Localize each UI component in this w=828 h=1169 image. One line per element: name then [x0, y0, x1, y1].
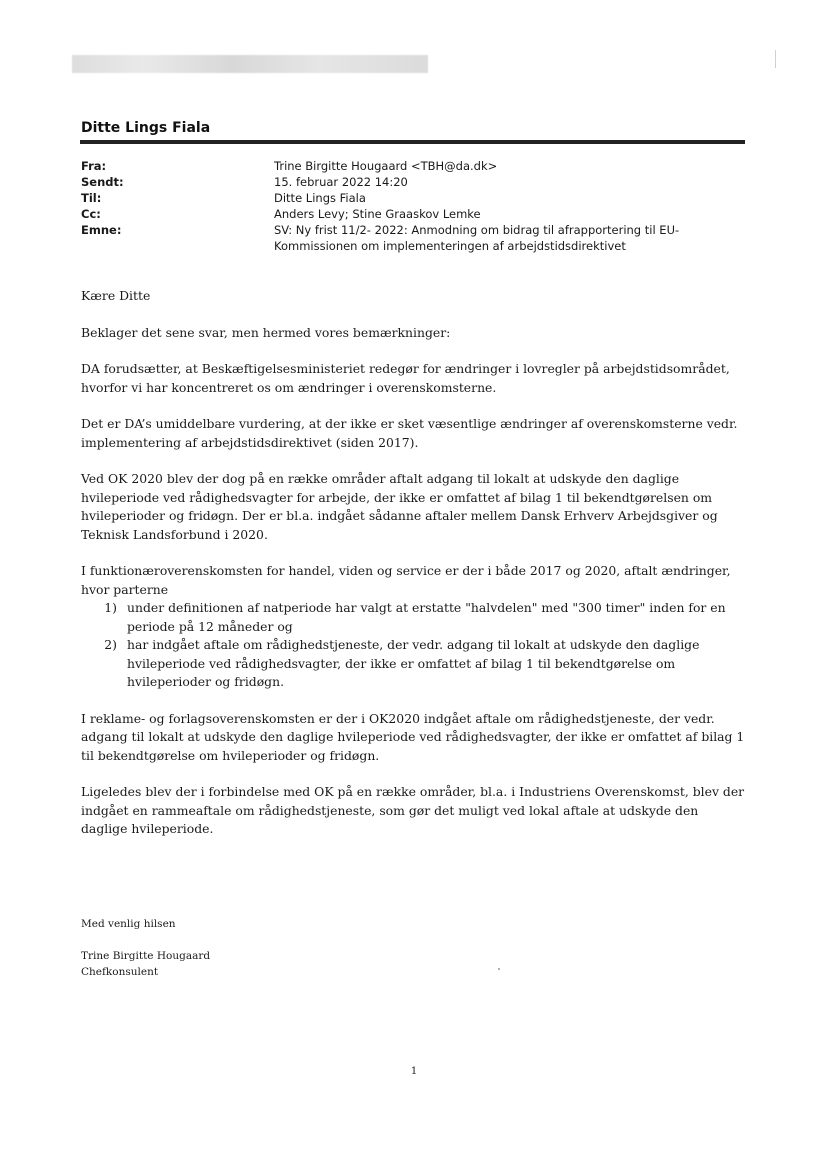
- meta-label-from: Fra:: [81, 159, 107, 173]
- mailbox-owner-name: Ditte Lings Fiala: [81, 120, 211, 136]
- meta-row-sent: [81, 174, 745, 190]
- list-item-number: 2): [104, 637, 117, 652]
- meta-value-cc: Anders Levy; Stine Graaskov Lemke: [274, 207, 481, 221]
- email-metadata: [81, 158, 745, 254]
- header-divider: [80, 140, 745, 144]
- meta-value-sent: 15. februar 2022 14:20: [274, 175, 408, 189]
- page-number: 1: [410, 1066, 418, 1077]
- email-closing: [81, 916, 210, 980]
- closing-greeting: Med venlig hilsen: [81, 918, 176, 930]
- list-item: [81, 599, 746, 636]
- list-item: [81, 636, 746, 692]
- numbered-list: [81, 599, 746, 692]
- meta-value-to: Ditte Lings Fiala: [274, 191, 366, 205]
- body-paragraph-2: DA forudsætter, at Beskæftigelsesministeriet redegør for ændringer i lovregler på arbejdstidsområdet, hvorfor vi har koncentreret os om ændringer i overenskomsterne.: [81, 361, 730, 395]
- email-body: [81, 287, 746, 857]
- salutation: Kære Ditte: [81, 288, 151, 303]
- signature-name: Trine Birgitte Hougaard: [81, 950, 211, 962]
- body-paragraph-1: Beklager det sene svar, men hermed vores bemærkninger:: [81, 324, 451, 340]
- body-paragraph-6: I reklame- og forlagsoverenskomsten er der i OK2020 indgået aftale om rådighedstjeneste, der vedr. adgang til lokalt at udskyde den daglige hvileperiode ved rådighedsvagter, der ikke er omfattet af bilag 1 til bekendtgørelse om hvileperioder og fridøgn.: [81, 710, 745, 763]
- signature-title: Chefkonsulent: [81, 966, 159, 978]
- body-paragraph-3: Det er DA’s umiddelbare vurdering, at der ikke er sket væsentlige ændringer af overenskomsterne vedr. implementering af arbejdstidsdirektivet (siden 2017).: [81, 416, 738, 450]
- meta-value-subject: SV: Ny frist 11/2- 2022: Anmodning om bidrag til afrapportering til EU-Kommissionen om implementeringen af arbejdstidsdirektivet: [274, 223, 680, 253]
- meta-row-subject: [81, 222, 745, 254]
- meta-label-to: Til:: [81, 191, 102, 205]
- scan-speck: [498, 968, 500, 970]
- scan-artifact-mark: [775, 50, 776, 68]
- body-paragraph-7: Ligeledes blev der i forbindelse med OK på en række områder, bl.a. i Industriens Overenskomst, blev der indgået en rammeaftale om rådighedstjeneste, som gør det muligt ved lokal aftale at udskyde den daglige hvileperiode.: [81, 784, 745, 836]
- scan-artifact-bar: [72, 55, 428, 73]
- list-item-text: under definitionen af natperiode har valgt at erstatte "halvdelen" med "300 timer" inden for en periode på 12 måneder og: [127, 600, 726, 634]
- meta-row-from: [81, 158, 745, 174]
- meta-label-sent: Sendt:: [81, 175, 124, 189]
- list-item-number: 1): [104, 600, 117, 615]
- meta-label-subject: Emne:: [81, 223, 122, 237]
- body-paragraph-4: Ved OK 2020 blev der dog på en række områder aftalt adgang til lokalt at udskyde den daglige hvileperiode ved rådighedsvagter for arbejde, der ikke er omfattet af bilag 1 til bekendtgørelsen om hvileperioder og fridøgn. Der er bl.a. indgået sådanne aftaler mellem Dansk Erhverv Arbejdsgiver og Teknisk Landsforbund i 2020.: [81, 471, 718, 542]
- list-item-text: har indgået aftale om rådighedstjeneste, der vedr. adgang til lokalt at udskyde den daglige hvileperiode ved rådighedsvagter, der ikke er omfattet af bilag 1 til bekendtgørelse om hvileperioder og fridøgn.: [127, 637, 700, 689]
- meta-row-to: [81, 190, 745, 206]
- meta-label-cc: Cc:: [81, 207, 101, 221]
- body-paragraph-5: I funktionæroverenskomsten for handel, viden og service er der i både 2017 og 2020, aftalt ændringer, hvor parterne: [81, 563, 731, 597]
- meta-value-from: Trine Birgitte Hougaard <TBH@da.dk>: [274, 159, 498, 173]
- meta-row-cc: [81, 206, 745, 222]
